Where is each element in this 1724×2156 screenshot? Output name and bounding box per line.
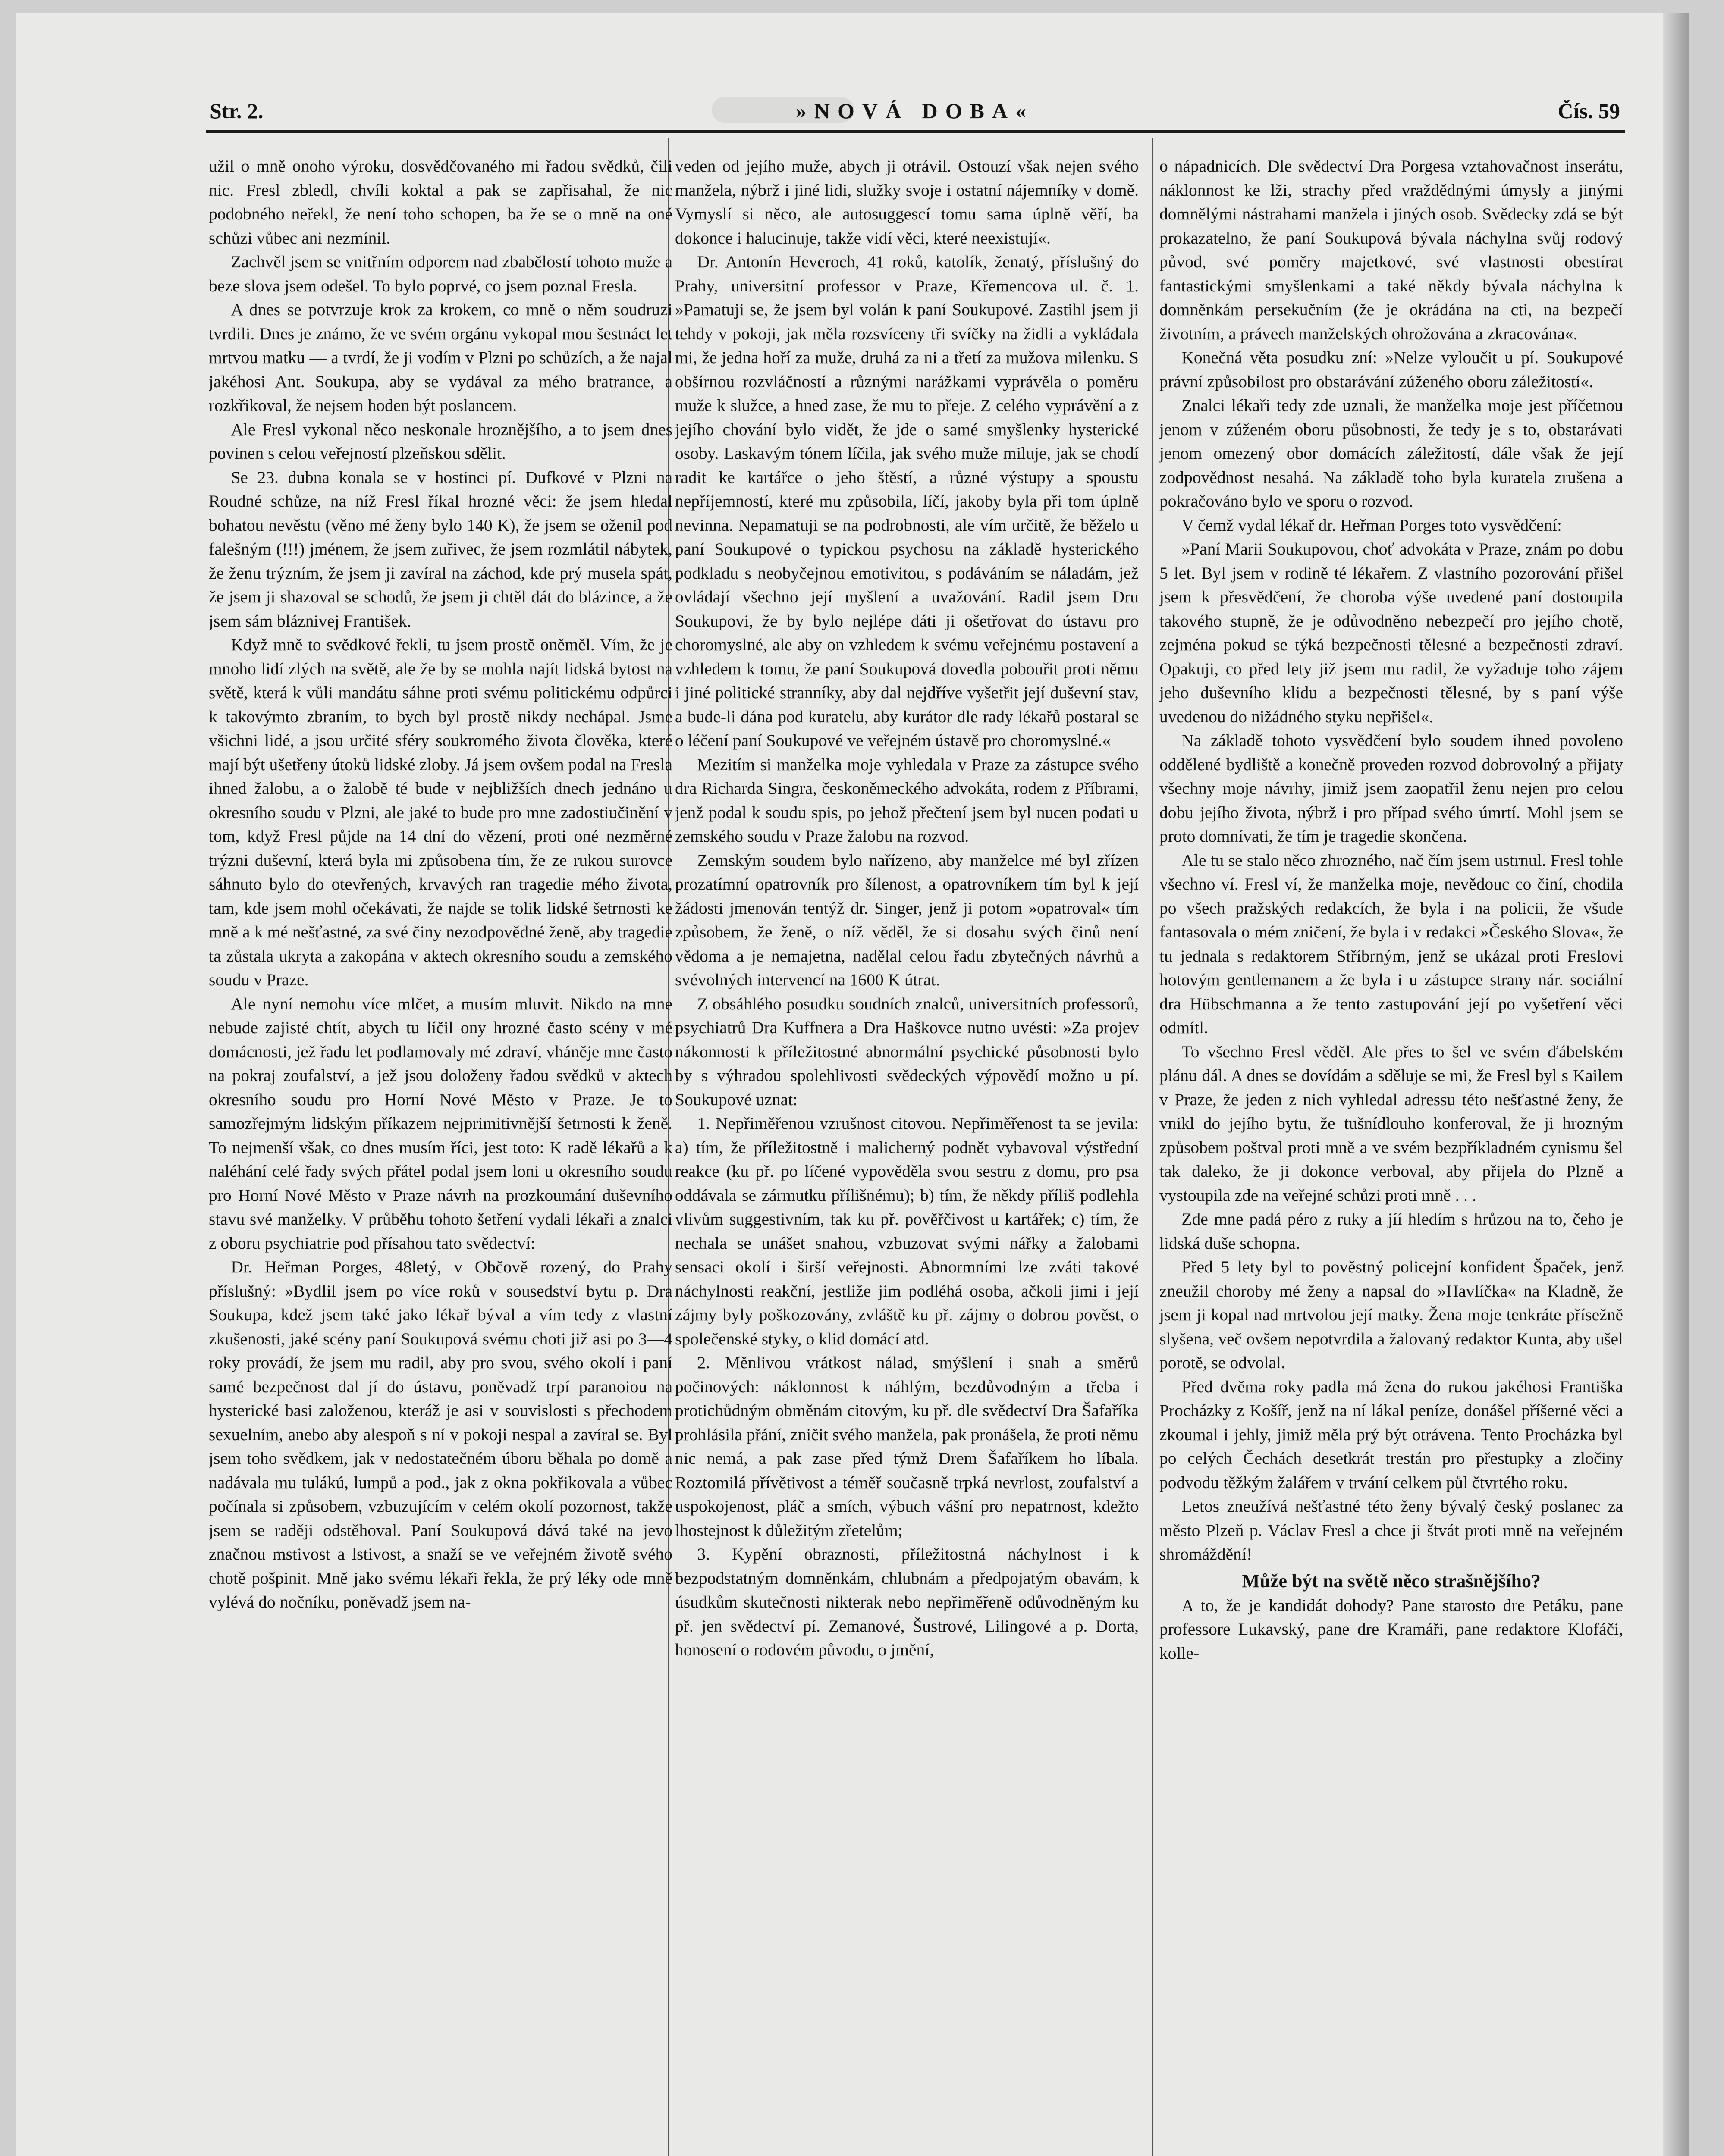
article-paragraph: V čemž vydal lékař dr. Heřman Porges toto vysvědčení: xyxy=(1181,515,1562,535)
article-paragraph: Před 5 lety byl to pověstný policejní konfident Špaček, jenž zneužil choroby mé ženy a napsal do »Havlíčka« na Kladně, že jsem ji kopal nad mrtvolou její matky. Žena moje tenkráte přísežně slyšena, več ovšem nepotvrdila a žalovaný redaktor Kunta, aby ušel porotě, se odvolal. xyxy=(1159,1257,1623,1372)
text-column-3 xyxy=(1159,154,1623,2156)
article-paragraph: 1. Nepřiměřenou vzrušnost citovou. Nepřiměřenost ta se jevila: a) tím, že příležitostně i malicherný podnět vybavoval výstřední reakce (ku př. po líčené vypověděla svou sestru z domu, pro psa oddávala se zármutku přílišnému); b) tím, že někdy příliš podlehla vlivům suggestivním, tak ku př. pověřčivost u kartářek; c) tím, že nechala se unášet snahou, vzbuzovat svými nářky a žalobami sensaci okolí i širší veřejnosti. Abnormními lze zváti takové náchylnosti reakční, jestliže jim podléhá osoba, ačkoli jimi i její zájmy byly poškozovány, zvláště ku př. zájmy o dobrou pověst, o společenské styky, o klid domácí atd. xyxy=(675,1114,1139,1348)
article-paragraph: Zachvěl jsem se vnitřním odporem nad zbabělostí tohoto muže a beze slova jsem odešel. To bylo poprvé, co jsem poznal Fresla. xyxy=(209,252,672,295)
page-header xyxy=(210,94,1620,128)
column-divider xyxy=(1152,138,1153,2156)
text-column-2 xyxy=(675,154,1139,2156)
article-paragraph: Když mně to svědkové řekli, tu jsem prostě oněměl. Vím, že je mnoho lidí zlých na světě, ale že by se mohla najít lidská bytost na světě, která k vůli mandátu sáhne proti svému politickému odpůrci k takovýmto zbraním, to bych byl prostě nikdy nechápal. Jsme všichni lidé, a jsou určité sféry soukromého života člověka, které mají být ušetřeny útoků lidské zloby. Já jsem ovšem podal na Fresla ihned žalobu, a o žalobě té bude v nejbližších dnech jednáno u okresního soudu v Plzni, ale jaké to bude pro mne zadostiučinění v tom, když Fresl půjde na 14 dní do vězení, proti oné nezměrné trýzni duševní, která byla mi způsobena tím, že ze rukou surovce sáhnuto bylo do otevřených, krvavých ran tragedie mého života, tam, kde jsem mohl očekávati, že najde se tolik lidské šetrnosti ke mně a k mé nešťastné, za své činy nezodpovědné ženě, aby tragedie ta zůstala ukryta a zakopána v aktech okresního soudu a zemského soudu v Praze. xyxy=(209,635,672,989)
article-paragraph: Z obsáhlého posudku soudních znalců, universitních professorů, psychiatrů Dra Kuffnera a Dra Haškovce nutno uvésti: »Za projev nákonnosti k příležitostné abnormální psychické působnosti bylo by s výhradou spolehlivosti svědeckých výpovědí možno u pí. Soukupové uznat: xyxy=(675,994,1139,1109)
article-paragraph: To všechno Fresl věděl. Ale přes to šel ve svém ďábelském plánu dál. A dnes se dovídám a sděluje se mi, že Fresl byl s Kailem v Praze, že jeden z nich vyhledal adressu této nešťastné ženy, že vnikl do jejího bytu, že tušnídlouho konferoval, že ji hrozným způsobem poštval proti mně a ve svém bezpříkladném cynismu šel tak daleko, že ji dokonce verboval, aby přijela do Plzně a vystoupila zde na veřejné schůzi proti mně . . . xyxy=(1159,1042,1623,1205)
article-paragraph: Ale tu se stalo něco zhrozného, nač čím jsem ustrnul. Fresl tohle všechno ví. Fresl ví, že manželka moje, nevědouc co činí, chodila po všech pražských redakcích, že byla i na policii, že všude fantasovala o mém zničení, že byla i v redakci »Českého Slova«, že tu jednala s redaktorem Stříbrným, jenž se ukázal proti Freslovi hotovým gentlemanem a že byla i u zástupce strany nár. sociální dra Hübschmanna a že tento zastupování její po vyšetření věci odmítl. xyxy=(1159,850,1623,1037)
text-column-1 xyxy=(209,154,672,2156)
article-paragraph: Na základě tohoto vysvědčení bylo soudem ihned povoleno oddělené bydliště a konečně proveden rozvod dobrovolný a přijaty všechny moje návrhy, jimiž jsem zaopatřil ženu nejen pro celou dobu jejího života, nýbrž i pro případ svého úmrtí. Mohl jsem se proto domnívati, že tím je tragedie skončena. xyxy=(1159,731,1623,846)
article-paragraph: Konečná věta posudku zní: »Nelze vyloučit u pí. Soukupové právní způsobilost pro obstarávání zúženého oboru záležitostí«. xyxy=(1159,348,1623,391)
article-paragraph: A to, že je kandidát dohody? Pane starosto dre Petáku, pane professore Lukavský, pane dre Kramáři, pane redaktore Klofáči, kolle- xyxy=(1159,1595,1623,1663)
article-paragraph: Mezitím si manželka moje vyhledala v Praze za zástupce svého dra Richarda Singra, českoněmeckého advokáta, rodem z Příbrami, jenž podal k soudu spis, po jehož přečtení jsem byl nucen podati u zemského soudu v Praze žalobu na rozvod. xyxy=(675,755,1139,846)
article-paragraph: Dr. Antonín Heveroch, 41 roků, katolík, ženatý, příslušný do Prahy, universitní professor v Praze, Křemencova ul. č. 1. »Pamatuji se, že jsem byl volán k paní Soukupové. Zastihl jsem ji tehdy v pokoji, jak měla rozsvíceny tři svíčky na židli a vykládala mi, že jedna hoří za muže, druhá za ni a třetí za mužova milenku. S obšírnou rozvláčností a různými narážkami vyprávěla o poměru muže k služce, a hned zase, že mu to přeje. Z celého vyprávění a z jejího chování bylo vidět, že jde o samé smyšlenky hysterické osoby. Laskavým tónem líčila, jak svého muže miluje, jak se chodí radit ke kartářce o jeho štěstí, a různé výstupy a spoustu nepříjemností, které mu způsobila, líčí, jakoby byla při tom úplně nevinna. Nepamatuji se na podrobnosti, ale vím určitě, že běželo u paní Soukupové o typickou psychosu na základě hysterického podkladu s neobyčejnou emotivitou, s podáváním se náladám, jež ovládají všechno její myšlení a uvažování. Radil jsem Dru Soukupovi, že by bylo nejlépe dáti ji ošetřovat do ústavu pro choromyslné, ale aby on vzhledem k svému veřejnému postavení a vzhledem k tomu, že paní Soukupová dovedla pobouřit proti němu i jiné politické stranníky, aby dal nejdříve vyšetřit její duševní stav, a bude-li dána pod kuratelu, aby kurátor dle rady lékařů postaral se o léčení paní Soukupové ve veřejném ústavě pro choromyslné.« xyxy=(675,252,1139,750)
issue-number: Čís. 59 xyxy=(1558,99,1620,123)
article-paragraph: Dr. Heřman Porges, 48letý, v Občově rozený, do Prahy příslušný: »Bydlil jsem po více roků v sousedství bytu p. Dra Soukupa, kdež jsem také jako lékař býval a vím tedy z vlastní zkušenosti, jaké scény paní Soukupová svému choti již asi po 3—4 roky provádí, že jsem mu radil, aby pro svou, svého okolí i paní samé bezpečnost dal jí do ústavu, poněvadž trpí paranoiou na hysterické basi založenou, kteráž je asi v souvislosti s přechodem sexuelním, anebo aby alespoň s ní v pokoji nespal a zavíral se. Byl jsem toho svědkem, jak v nedostatečném úboru běhala po domě a nadávala mu tulákú, lumpů a pod., jak z okna pokřikovala a vůbec počínala si způsobem, vzbuzujícím v celém okolí pozornost, takže jsem se raději odstěhoval. Paní Soukupová dává také na jevo značnou mstivost a lstivost, a snaží se ve veřejném životě svého chotě pošpinit. Mně jako svému lékaři řekla, že prý léky ode mně vylévá do nočníku, poněvadž jsem na- xyxy=(209,1257,672,1611)
article-paragraph: Se 23. dubna konala se v hostinci pí. Dufkové v Plzni na Roudné schůze, na níž Fresl říkal hrozné věci: že jsem hledal bohatou nevěstu (věno mé ženy bylo 140 K), že jsem se oženil pod falešným (!!!) jménem, že jsem zuřivec, že jsem rozmlátil nábytek, že ženu trýzním, že jsem ji zavíral na záchod, kde prý musela spát, že jsem ji shazoval se schodů, že jsem ji chtěl dát do blázince, a že jsem sám bláznivej František. xyxy=(209,467,672,630)
article-paragraph: 2. Měnlivou vrátkost nálad, smýšlení i snah a směrů počinových: náklonnost k náhlým, bezdůvodným a třeba i protichůdným obměnám citovým, ku př. dle svědectví Dra Šafaříka prohlásila přání, zničit svého manžela, pak pronášela, že proti němu nic nemá, a pak zase před týmž Drem Šafaříkem ho líbala. Roztomilá přívětivost a téměř současně trpká nevrlost, zoufalství a uspokojenost, pláč a smích, výbuch vášní pro nepatrnost, kdežto lhostejnost k důležitým zřetelům; xyxy=(675,1353,1139,1540)
article-paragraph: 3. Kypění obraznosti, příležitostná náchylnost i k bezpodstatným domněnkám, chlubnám a předpojatým obavám, k úsudkům skutečnosti nikterak nebo nepřiměřeně odůvodněným ku př. jen svědectví pí. Zemanové, Šustrové, Lilingové a p. Dorta, honosení o rodovém původu, o jmění, xyxy=(675,1545,1139,1659)
page-number: Str. 2. xyxy=(210,99,264,123)
article-paragraph: veden od jejího muže, abych ji otrávil. Ostouzí však nejen svého manžela, nýbrž i jiné lidi, služky svoje i ostatní nájemníky v domě. Vymyslí si něco, ale autosuggescí tomu sama úplně věří, ba dokonce i halucinuje, takže vidí věci, které neexistují«. xyxy=(675,157,1139,248)
article-paragraph: Zde mne padá péro z ruky a jíí hledím s hrůzou na to, čeho je lidská duše schopna. xyxy=(1159,1210,1623,1253)
article-paragraph: užil o mně onoho výroku, dosvědčovaného mi řadou svědků, čili nic. Fresl zbledl, chvíli koktal a pak se zapřisahal, že nic podobného neřekl, že není toho schopen, ba že se o mně na oné schůzi vůbec ani nezmínil. xyxy=(209,157,672,248)
article-paragraph: o nápadnicích. Dle svědectví Dra Porgesa vztahovačnost inserátu, náklonnost ke lži, strachy před vraždědnými úmysly a jinými domnělými nástrahami manžela i jiných osob. Svědecky zdá se být prokazatelno, že paní Soukupová bývala náchylna svůj rodový původ, své poměry majetkové, své vlastnosti obestírat fantastickými smyšlenkami a také někdy bývala náchylna k domněnkám persekučním (že je okrádána na cti, na bezpečí životním, a právech manželských ohrožována a zkracována«. xyxy=(1159,157,1623,343)
article-paragraph: A dnes se potvrzuje krok za krokem, co mně o něm soudruzi tvrdili. Dnes je známo, že ve svém orgánu vykopal mou šestnáct let mrtvou matku — a tvrdí, že ji vodím v Plzni po schůzích, a že najal jakéhosi Ant. Soukupa, aby se vydával za mého bratrance, a rozkřikoval, že nejsem hoden být poslancem. xyxy=(209,300,672,415)
binding-edge xyxy=(1663,13,1689,2156)
article-paragraph: Před dvěma roky padla má žena do rukou jakéhosi Františka Procházky z Košíř, jenž na ní lákal peníze, donášel příšerné věci a zkoumal i jehly, jimiž měla prý být otrávena. Tento Procházka byl po celých Čechách desetkrát trestán pro přestupky a zločiny podvodu těžkým žalářem v trvání celkem půl čtvrtého roku. xyxy=(1159,1377,1623,1492)
article-paragraph: Znalci lékaři tedy zde uznali, že manželka moje jest příčetnou jenom v zúženém oboru působnosti, že tedy je s to, obstarávati jenom omezený obor domácích záležitostí, dále však že její zodpovědnost nesahá. Na základě toho byla kuratela zrušena a pokračováno bylo ve sporu o rozvod. xyxy=(1159,396,1623,511)
article-paragraph: Letos zneužívá nešťastné této ženy bývalý český poslanec za město Plzeň p. Václav Fresl a chce ji štvát proti mně na veřejném shromáždění! xyxy=(1159,1497,1623,1564)
article-paragraph: »Paní Marii Soukupovou, choť advokáta v Praze, znám po dobu 5 let. Byl jsem v rodině té lékařem. Z vlastního pozorování přišel jsem k přesvědčení, že choroba výše uvedené paní dostoupila takového stupně, že je odůvodněno nebezpečí pro jejího chotě, zejména pokud se týká bezpečnosti tělesné a bezpečnosti zdraví. Opakuji, co před lety již jsem mu radil, že vyžaduje toho zájem jeho duševního klidu a bezpečnosti tělesné, by s paní výše uvedenou do nižádného styku nepřišel«. xyxy=(1159,539,1623,726)
article-paragraph: Ale nyní nemohu více mlčet, a musím mluvit. Nikdo na mne nebude zajisté chtít, abych tu líčil ony hrozné často scény v mé domácnosti, jež řadu let podlamovaly mé zdraví, vháněje mne často na pokraj zoufalství, a jež jsou doloženy řadou svědků v aktech okresního soudu pro Horní Nové Město v Praze. Je to samozřejmým lidským příkazem nejprimitivnější šetrnosti k ženě. To nejmenší však, co dnes musím říci, jest toto: K radě lékařů a k naléhání celé řady svých přátel podal jsem loni u okresního soudu pro Horní Nové Město v Praze návrh na prozkoumání duševního stavu své manželky. V průběhu tohoto šetření vydali lékaři a znalci z oboru psychiatrie pod přísahou tato svědectví: xyxy=(209,994,672,1253)
article-paragraph: Ale Fresl vykonal něco neskonale hroznějšího, a to jsem dnes povinen s celou veřejností plzeňskou sdělit. xyxy=(209,420,672,463)
section-heading: Může být na světě něco strašnějšího? xyxy=(1242,1570,1541,1592)
article-paragraph: Zemským soudem bylo nařízeno, aby manželce mé byl zřízen prozatímní opatrovník pro šílenost, a opatrovníkem tím byl k její žádosti jmenován tentýž dr. Singer, jenž ji potom »opatroval« tím způsobem, že ženě, o níž věděl, že si dosahu svých činů není vědoma a je nemajetna, nadělal celou řadu zbytečných návrhů a svévolných intervencí na 1600 K útrat. xyxy=(675,850,1139,989)
newspaper-title: »NOVÁ DOBA« xyxy=(795,99,1034,123)
header-rule xyxy=(206,130,1625,133)
